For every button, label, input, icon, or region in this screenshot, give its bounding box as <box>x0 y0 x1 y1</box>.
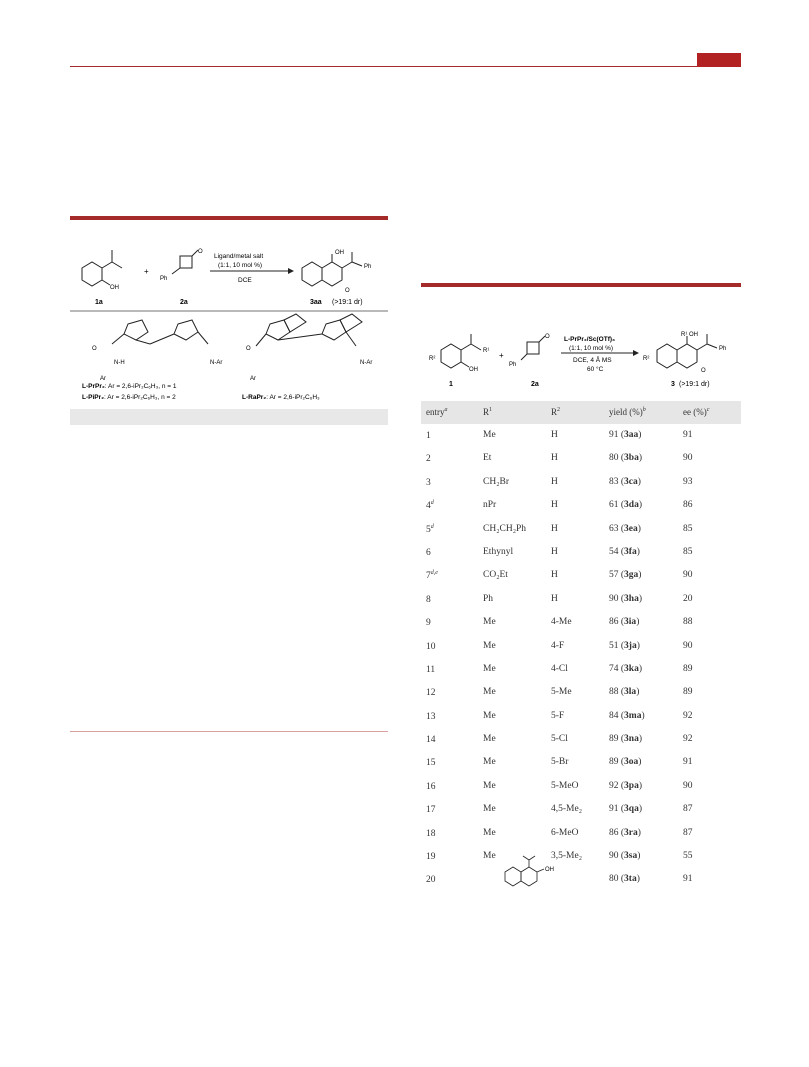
left-scheme-drawing <box>70 240 388 410</box>
cell-entry-num: 17 <box>426 805 436 816</box>
cell-r1: CH₂CH₂Ph <box>483 523 527 534</box>
cell-entry-num: 10 <box>426 641 436 652</box>
cell-yield: 89 (3oa) <box>609 757 642 768</box>
table-row <box>421 635 741 658</box>
header-r2-text: R <box>551 407 558 417</box>
table-row <box>421 681 741 704</box>
cell-entry-num: 18 <box>426 828 436 839</box>
cell-yield-value: 86 <box>609 617 619 628</box>
cell-ee: 86 <box>683 500 693 511</box>
cell-yield-compound: 3pa <box>624 780 639 791</box>
o-label-2a: O <box>198 249 203 255</box>
cell-r1: Ph <box>483 593 494 604</box>
r2-label-3: R² <box>643 356 650 362</box>
cell-r1: Me <box>483 663 496 674</box>
table-row <box>421 751 741 774</box>
cell-entry <box>426 664 435 675</box>
cell-r2: H <box>551 430 558 440</box>
cell-yield-compound: 3ra <box>624 827 638 838</box>
header-r1-text: R <box>483 407 490 417</box>
solvent-left: DCE <box>238 277 252 284</box>
cell-r2: 6-MeO <box>551 827 579 838</box>
header-entry-note: a <box>444 407 448 413</box>
ligand2-desc: : Ar = 2,6-iPr₂C₆H₃, n = 2 <box>104 394 176 401</box>
cell-entry-num: 6 <box>426 548 431 559</box>
r2-label-1: R² <box>429 356 436 362</box>
cell-r2: 5-Me <box>551 687 572 698</box>
cell-entry-num: 12 <box>426 688 436 699</box>
cell-entry <box>426 617 431 628</box>
cell-r2: H <box>551 546 558 557</box>
cell-entry-num: 19 <box>426 852 436 863</box>
cell-r2: H <box>551 523 558 534</box>
cell-r2: 4-Cl <box>551 663 568 674</box>
cell-yield: 80 (3ta) <box>609 874 640 885</box>
cell-r1: Me <box>483 430 496 440</box>
cell-r1: Me <box>483 757 496 768</box>
reagent-line1: Ligand/metal salt <box>214 253 264 260</box>
ligand-o-left: O <box>92 346 97 352</box>
cell-r2: H <box>551 570 558 581</box>
cell-yield-value: 91 <box>609 430 619 440</box>
table-body <box>421 424 741 908</box>
ph-label-3: Ph <box>719 346 727 352</box>
cell-yield: 88 (3la) <box>609 687 640 698</box>
left-scheme <box>70 240 388 420</box>
cell-r2: 5-F <box>551 710 565 721</box>
cell-yield-value: 89 <box>609 734 619 745</box>
table-row <box>421 471 741 494</box>
left-table-header-band <box>70 409 388 425</box>
ligand3-name: L-RaPr₂ <box>242 394 267 401</box>
header-r1-sup: 1 <box>489 407 493 413</box>
cell-entry <box>426 757 436 768</box>
cell-ee: 91 <box>683 874 693 885</box>
ph-label-2a: Ph <box>160 276 168 282</box>
table-row <box>421 611 741 634</box>
cell-entry <box>426 500 434 511</box>
cell-entry-num: 3 <box>426 477 431 488</box>
table-row <box>421 447 741 470</box>
arrow-head-right <box>633 350 639 356</box>
cell-yield: 86 (3ra) <box>609 827 641 838</box>
cell-yield-value: 54 <box>609 546 619 557</box>
naphthol-structure <box>499 854 569 890</box>
cell-r2: H <box>551 593 558 604</box>
cell-entry <box>426 641 436 652</box>
cell-r1: Me <box>483 827 496 838</box>
header-r2 <box>551 407 560 417</box>
cell-yield-compound: 3ha <box>624 593 639 604</box>
cell-entry-num: 16 <box>426 782 436 793</box>
cell-yield-compound: 3na <box>624 734 639 745</box>
ligand2-name: L-PiPr₂ <box>82 394 105 401</box>
cell-entry-num: 11 <box>426 665 436 676</box>
structure-1 <box>441 334 481 368</box>
cell-entry-num: 4 <box>426 501 431 512</box>
ligand2-caption <box>82 394 176 401</box>
cell-r2: H <box>551 500 558 511</box>
structure-3 <box>657 334 717 368</box>
cell-ee: 93 <box>683 476 693 487</box>
table-row <box>421 822 741 845</box>
structure-1a <box>82 250 122 286</box>
temperature-text: 60 °C <box>587 366 604 373</box>
cell-r1: Me <box>483 804 496 815</box>
cell-r1: Et <box>483 453 492 464</box>
ligand1-caption <box>82 383 177 390</box>
cell-yield-value: 51 <box>609 640 619 651</box>
cell-yield-value: 90 <box>609 593 619 604</box>
header-ee <box>683 407 709 417</box>
reagent-line2: (1:1, 10 mol %) <box>218 262 263 269</box>
cell-yield: 89 (3na) <box>609 734 643 745</box>
cell-r1: Me <box>483 734 496 745</box>
cell-yield-value: 89 <box>609 757 619 768</box>
cell-entry <box>426 734 436 745</box>
arrow-head-left <box>288 268 294 274</box>
table-row <box>421 798 741 821</box>
cell-entry-num: 7 <box>426 571 431 582</box>
left-table-bottom-rule <box>70 731 388 732</box>
right-scheme-drawing <box>421 330 741 400</box>
cell-yield-compound: 3sa <box>624 851 638 862</box>
ligand-l-rapr2-structure <box>256 314 362 346</box>
cell-entry-num: 2 <box>426 454 431 465</box>
cell-r1: Me <box>483 780 496 791</box>
cell-entry <box>426 547 431 558</box>
cell-yield-compound: 3fa <box>624 546 637 557</box>
cell-yield-value: 88 <box>609 687 619 698</box>
cell-yield: 54 (3fa) <box>609 546 640 557</box>
dr-left: (>19:1 dr) <box>332 299 363 306</box>
cell-ee: 91 <box>683 430 693 440</box>
header-ee-note: c <box>706 407 710 413</box>
ph-label-3aa: Ph <box>364 264 372 270</box>
cell-yield-compound: 3ia <box>624 617 637 628</box>
cell-yield: 63 (3ea) <box>609 523 641 534</box>
cell-yield-value: 92 <box>609 780 619 791</box>
cell-r1: CH₂Br <box>483 476 510 487</box>
cell-entry <box>426 804 436 815</box>
cell-ee: 55 <box>683 851 693 862</box>
header-entry-text: entry <box>426 407 445 417</box>
cell-ee: 88 <box>683 617 693 628</box>
cell-ee: 92 <box>683 734 693 745</box>
left-scheme-rule <box>70 216 388 220</box>
loading-text: (1:1, 10 mol %) <box>569 345 614 352</box>
label-2a-right: 2a <box>531 381 539 388</box>
cell-r1: Me <box>483 687 496 698</box>
cell-ee: 90 <box>683 640 693 651</box>
cell-entry <box>426 828 436 839</box>
cell-entry-num: 9 <box>426 618 431 629</box>
cell-yield: 90 (3ha) <box>609 593 643 604</box>
cell-ee: 92 <box>683 710 693 721</box>
cell-yield: 92 (3pa) <box>609 780 643 791</box>
cell-yield-compound: 3la <box>624 687 637 698</box>
cell-entry-num: 5 <box>426 524 431 535</box>
cell-r1: Me <box>483 851 496 862</box>
cell-yield-value: 63 <box>609 523 619 534</box>
ligand-ar-left: Ar <box>100 376 106 382</box>
cell-r1: nPr <box>483 500 497 511</box>
cell-r2: 5-Br <box>551 757 569 768</box>
cell-yield-compound: 3ka <box>624 663 639 674</box>
label-1: 1 <box>449 381 453 388</box>
table-row <box>421 845 741 868</box>
structure-3aa <box>302 252 362 286</box>
cell-yield-compound: 3ja <box>624 640 637 651</box>
cell-yield: 91 (3aa) <box>609 430 642 440</box>
r1-label-1: R¹ <box>483 348 490 354</box>
cell-entry-note: d,e <box>430 570 438 577</box>
structure-2a-right <box>521 336 545 360</box>
cell-ee: 89 <box>683 663 693 674</box>
cell-yield-value: 91 <box>609 804 619 815</box>
table-row <box>421 424 741 447</box>
cell-yield-value: 80 <box>609 874 619 885</box>
ligand3-caption <box>242 394 320 401</box>
table-row <box>421 494 741 517</box>
cell-yield: 84 (3ma) <box>609 710 645 721</box>
cell-yield: 91 (3qa) <box>609 804 643 815</box>
table-row <box>421 868 741 908</box>
header-yield-text: yield (%) <box>609 407 643 417</box>
table-row <box>421 518 741 541</box>
cell-r2: H <box>551 453 558 464</box>
right-table-rule <box>421 283 741 287</box>
ph-label-2a-right: Ph <box>509 362 517 368</box>
cell-r1: CO₂Et <box>483 570 508 581</box>
cell-ee: 87 <box>683 827 693 838</box>
ligand3-desc: : Ar = 2,6-iPr₂C₆H₃ <box>266 394 320 401</box>
cell-entry <box>426 874 436 885</box>
cell-ee: 87 <box>683 804 693 815</box>
ligand3-ar-left: Ar <box>250 376 256 382</box>
cell-entry-num: 20 <box>426 875 436 886</box>
cell-yield-compound: 3ma <box>624 710 642 721</box>
oh-label-3aa: OH <box>335 250 344 256</box>
cell-r2: 5-Cl <box>551 734 568 745</box>
cell-yield-compound: 3ta <box>624 874 637 885</box>
cell-entry <box>426 781 436 792</box>
ligand-nh-left: N-H <box>114 360 125 366</box>
cell-yield: 90 (3sa) <box>609 851 641 862</box>
cell-entry <box>426 687 436 698</box>
structure-2a <box>172 250 198 274</box>
cell-entry <box>426 524 434 535</box>
cell-r2: 4-F <box>551 640 565 651</box>
cell-r1: Ethynyl <box>483 546 514 557</box>
label-3aa: 3aa <box>310 299 322 306</box>
cell-yield-compound: 3da <box>624 500 639 511</box>
cell-entry <box>426 570 438 581</box>
cell-yield-value: 90 <box>609 851 619 862</box>
header-r1 <box>483 407 492 417</box>
label-1a: 1a <box>95 299 103 306</box>
cell-ee: 20 <box>683 593 693 604</box>
ligand-l-prpr2-structure <box>112 320 208 344</box>
header-tab <box>697 53 741 67</box>
oh-label-1a: OH <box>110 285 119 291</box>
cell-yield-value: 84 <box>609 710 619 721</box>
cell-r2: H <box>551 476 558 487</box>
cell-yield: 57 (3ga) <box>609 570 642 581</box>
cell-r2: 5-MeO <box>551 780 579 791</box>
table-row <box>421 658 741 681</box>
cell-yield-compound: 3aa <box>624 430 639 440</box>
cell-entry <box>426 851 436 862</box>
cell-r1: Me <box>483 710 496 721</box>
cell-yield-compound: 3ga <box>624 570 639 581</box>
cell-entry-num: 15 <box>426 758 436 769</box>
cell-yield-compound: 3qa <box>624 804 639 815</box>
cell-yield-compound: 3ba <box>624 453 639 464</box>
cell-ee: 89 <box>683 687 693 698</box>
ligand3-nar-right: N-Ar <box>360 360 373 366</box>
cell-entry-num: 1 <box>426 431 431 442</box>
cell-yield: 51 (3ja) <box>609 640 640 651</box>
cell-yield-value: 83 <box>609 476 619 487</box>
catalyst-text: L-PrPr₂/Sc(OTf)₃ <box>564 336 616 343</box>
header-entry <box>426 407 448 417</box>
cell-ee: 85 <box>683 546 693 557</box>
label-2a: 2a <box>180 299 188 306</box>
cell-yield-value: 74 <box>609 663 619 674</box>
cell-r1: Me <box>483 617 496 628</box>
cell-ee: 90 <box>683 780 693 791</box>
cell-yield-value: 86 <box>609 827 619 838</box>
cell-yield: 61 (3da) <box>609 500 643 511</box>
cell-yield-compound: 3ca <box>624 476 638 487</box>
cell-entry <box>426 430 431 441</box>
o-label-2a-right: O <box>545 334 550 340</box>
cell-yield: 86 (3ia) <box>609 617 640 628</box>
plus-sign-right: + <box>499 351 504 360</box>
conditions-text: DCE, 4 Å MS <box>573 357 612 364</box>
ligand3-o-left: O <box>246 346 251 352</box>
plus-sign: + <box>144 267 149 276</box>
header-rule <box>70 66 740 67</box>
header-yield <box>609 407 646 417</box>
table-row <box>421 728 741 751</box>
cell-ee: 85 <box>683 523 693 534</box>
cell-entry <box>426 594 431 605</box>
cell-entry <box>426 453 431 464</box>
naphthol-oh-label: OH <box>545 867 554 874</box>
cell-yield-compound: 3oa <box>624 757 639 768</box>
table-row <box>421 588 741 611</box>
cell-r2: 4-Me <box>551 617 572 628</box>
dr-right: (>19:1 dr) <box>679 381 710 388</box>
cell-yield-value: 57 <box>609 570 619 581</box>
table-row <box>421 705 741 728</box>
table-row <box>421 564 741 587</box>
cell-r2: 4,5-Me₂ <box>551 804 583 815</box>
o-label-3aa: O <box>345 288 350 294</box>
cell-yield: 74 (3ka) <box>609 663 643 674</box>
cell-ee: 91 <box>683 757 693 768</box>
cell-yield: 80 (3ba) <box>609 453 643 464</box>
cell-yield-value: 80 <box>609 453 619 464</box>
oh-label-1: OH <box>469 367 478 373</box>
r1-oh-label-3: R¹ OH <box>681 332 698 338</box>
cell-yield-compound: 3ea <box>624 523 638 534</box>
cell-entry-num: 8 <box>426 594 431 605</box>
cell-yield: 83 (3ca) <box>609 476 641 487</box>
cell-r2: 3,5-Me₂ <box>551 851 583 862</box>
cell-entry <box>426 477 431 488</box>
cell-entry-num: 13 <box>426 711 436 722</box>
table-row <box>421 775 741 798</box>
ligand1-desc: : Ar = 2,6-iPr₂C₆H₃, n = 1 <box>104 383 177 390</box>
cell-r1: Me <box>483 640 496 651</box>
right-scheme <box>421 330 741 400</box>
cell-entry-note: d <box>430 500 434 507</box>
cell-entry-num: 14 <box>426 735 436 746</box>
table-row <box>421 541 741 564</box>
ligand-nar-right: N-Ar <box>210 360 223 366</box>
header-yield-note: b <box>642 407 646 413</box>
cell-entry-note: d <box>430 523 434 530</box>
header-ee-text: ee (%) <box>683 407 707 417</box>
cell-yield-value: 61 <box>609 500 619 511</box>
header-r2-sup: 2 <box>557 407 561 413</box>
o-label-3: O <box>701 368 706 374</box>
cell-ee: 90 <box>683 453 693 464</box>
table-header <box>421 401 741 424</box>
cell-ee: 90 <box>683 570 693 581</box>
cell-entry <box>426 711 436 722</box>
label-3: 3 <box>671 381 675 388</box>
ligand1-name: L-PrPr₂ <box>82 383 105 390</box>
